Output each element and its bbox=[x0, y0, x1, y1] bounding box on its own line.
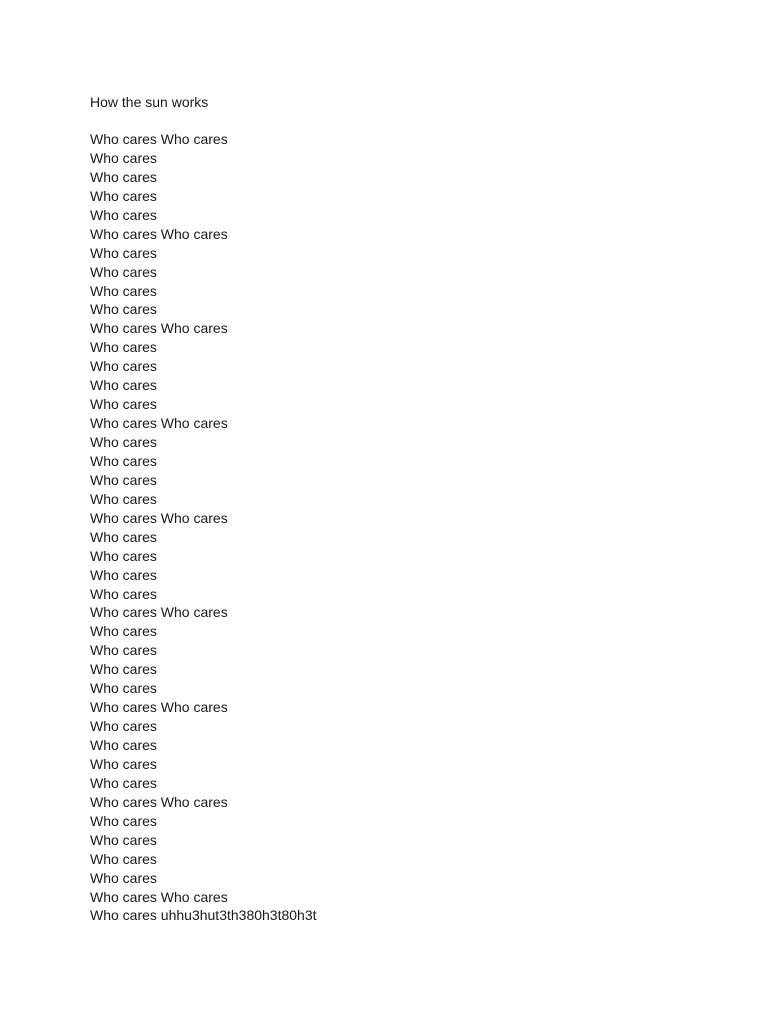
document-line: Who cares bbox=[90, 282, 157, 299]
document-title: How the sun works bbox=[90, 94, 209, 110]
document-line: Who cares Who cares bbox=[90, 793, 228, 810]
document-line: Who cares bbox=[90, 168, 157, 185]
document-line: Who cares bbox=[90, 471, 157, 488]
document-line: Who cares bbox=[90, 755, 157, 772]
document-line: Who cares bbox=[90, 187, 157, 204]
document-line: Who cares bbox=[90, 301, 157, 318]
document-line: Who cares bbox=[90, 396, 157, 413]
document-line: Who cares bbox=[90, 339, 157, 356]
document-line: Who cares bbox=[90, 358, 157, 375]
document-line: Who cares bbox=[90, 434, 157, 450]
document-line: Who cares bbox=[90, 244, 157, 261]
document-line: Who cares bbox=[90, 566, 157, 583]
document-line: Who cares bbox=[90, 831, 157, 848]
document-line: Who cares Who cares bbox=[90, 604, 228, 621]
document-line: Who cares bbox=[90, 680, 157, 697]
document-line: Who cares bbox=[90, 377, 157, 394]
document-line: Who cares bbox=[90, 774, 157, 791]
document-line: Who cares bbox=[90, 623, 157, 640]
document-line: Who cares bbox=[90, 452, 157, 469]
document-line: Who cares Who cares bbox=[90, 225, 228, 242]
document-line: Who cares bbox=[90, 490, 157, 507]
document-line: Who cares bbox=[90, 206, 157, 223]
document-line: Who cares bbox=[90, 812, 157, 829]
document-line: Who cares Who cares bbox=[90, 509, 228, 526]
document-line: Who cares bbox=[90, 737, 157, 753]
document-line: Who cares bbox=[90, 642, 157, 659]
document-line: Who cares Who cares bbox=[90, 415, 228, 432]
document-line: Who cares bbox=[90, 869, 157, 886]
document-line: Who cares bbox=[90, 850, 157, 867]
document-line: Who cares Who cares bbox=[90, 699, 228, 716]
document-line: Who cares uhhu3hut3th380h3t80h3t bbox=[90, 907, 317, 924]
document-line: Who cares bbox=[90, 263, 157, 280]
document-line: Who cares bbox=[90, 585, 157, 602]
document-line: Who cares bbox=[90, 661, 157, 678]
document-line: Who cares Who cares bbox=[90, 888, 228, 905]
document-line: Who cares bbox=[90, 547, 157, 564]
document-line: Who cares bbox=[90, 149, 157, 166]
document-line: Who cares bbox=[90, 718, 157, 735]
document-line: Who cares bbox=[90, 528, 157, 545]
document-body bbox=[90, 130, 317, 925]
document-line: Who cares Who cares bbox=[90, 131, 228, 147]
document-line: Who cares Who cares bbox=[90, 320, 228, 337]
